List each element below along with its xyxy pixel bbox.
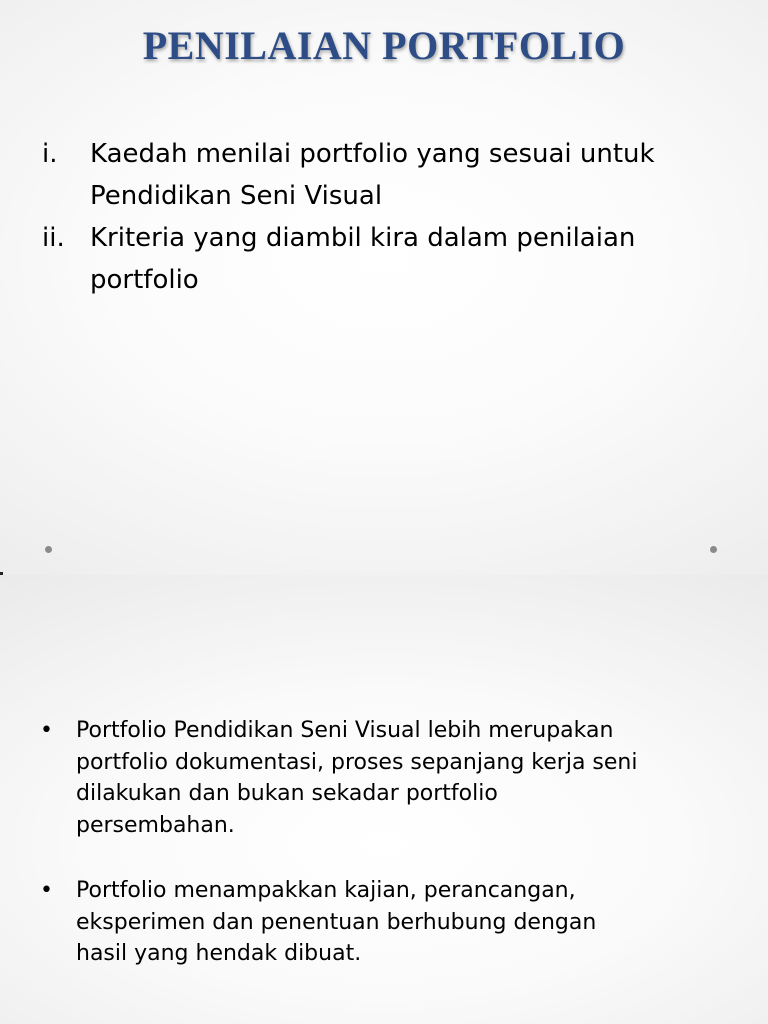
bullet-text: [76, 715, 730, 841]
bullet-item: [40, 715, 730, 841]
bullet-line: Portfolio Pendidikan Seni Visual lebih merupakan: [76, 718, 614, 743]
bullet-text: [76, 875, 730, 970]
slide-title: PENILAIAN PORTFOLIO: [142, 23, 626, 68]
slide-2: [0, 575, 768, 1024]
numbered-list: [42, 133, 742, 301]
list-item-line: Kaedah menilai portfolio yang sesuai untuk: [90, 139, 655, 169]
list-item-text: [90, 217, 742, 301]
bullet-line: portfolio dokumentasi, proses sepanjang kerja seni: [76, 749, 638, 775]
bullet-line: dilakukan dan bukan sekadar portfolio: [76, 781, 498, 806]
slide-dot-left-icon: [45, 546, 52, 553]
bullet-line: persembahan.: [76, 812, 235, 838]
list-item-text: [90, 133, 742, 217]
list-item-line: Kriteria yang diambil kira dalam penilaian: [90, 223, 636, 253]
list-item: [42, 133, 742, 217]
list-item: [42, 217, 742, 301]
list-item-line: portfolio: [90, 265, 199, 295]
bullet-icon: •: [40, 718, 53, 743]
list-item-number: i.: [42, 139, 58, 169]
bullet-list: [40, 715, 730, 1004]
list-item-number: ii.: [42, 223, 65, 253]
bullet-line: eksperimen dan penentuan berhubung dengan: [76, 909, 597, 935]
bullet-line: Portfolio menampakkan kajian, perancangan,: [76, 878, 576, 903]
bullet-line: hasil yang hendak dibuat.: [76, 941, 362, 966]
list-item-line: Pendidikan Seni Visual: [90, 181, 383, 211]
slide-dot-right-icon: [710, 546, 717, 553]
bullet-icon: •: [40, 878, 53, 903]
bullet-item: [40, 875, 730, 970]
